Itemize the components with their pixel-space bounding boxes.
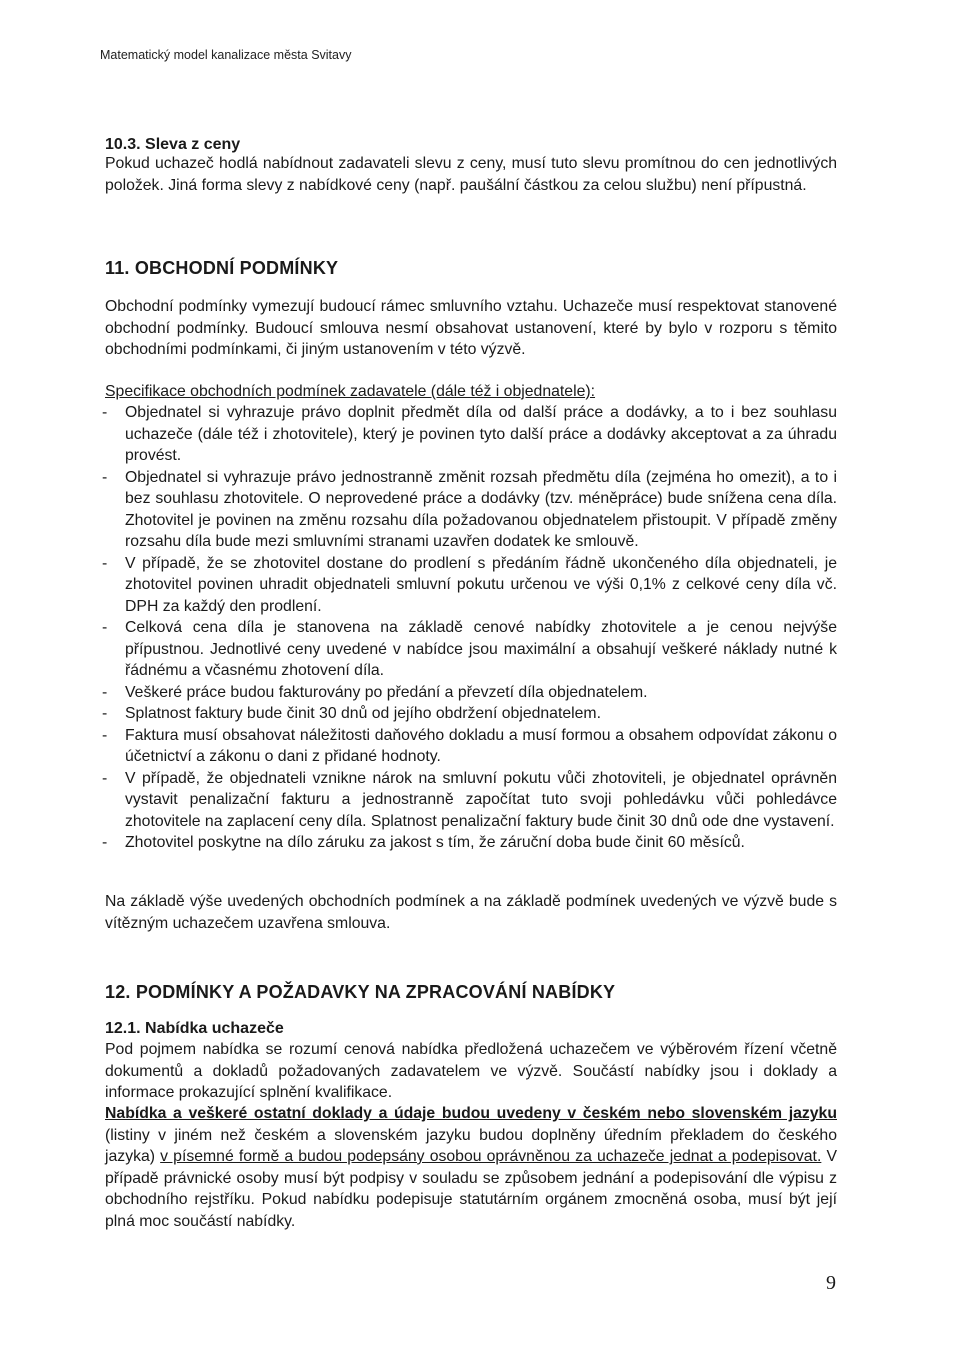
- list-item: - V případě, že objednateli vznikne nárok na smluvní pokutu vůči zhotoviteli, je objednatel oprávněn vystavit penalizační fakturu a jednostranně započítat tuto svoji pohledávku vůči pohledávce zhotovitele na zaplacení ceny díla. Splatnost penalizační faktury bude činit 30 dnů ode dne vystavení.: [102, 769, 837, 830]
- section-11-closing: Na základě výše uvedených obchodních podmínek a na základě podmínek uvedených ve výzvě bude s vítězným uchazečem uzavřena smlouva.: [105, 893, 837, 932]
- section-10-3-heading: 10.3. Sleva z ceny: [105, 136, 241, 153]
- signature-requirement: v písemné formě a budou podepsány osobou oprávněnou za uchazeče jednat a podepisovat.: [160, 1148, 822, 1165]
- list-item: - Veškeré práce budou fakturovány po předání a převzetí díla objednatelem.: [102, 683, 648, 701]
- section-12-1-text: Pod pojmem nabídka se rozumí cenová nabídka předložená uchazečem ve výběrovém řízení včetně dokumentů a dokladů požadovaných zadavatelem ve výzvě. Součástí nabídky jsou i doklady a informace prokazující splnění kvalifikace.: [105, 1041, 837, 1101]
- language-requirement: Nabídka a veškeré ostatní doklady a údaje budou uvedeny v českém nebo slovenském jazyku: [105, 1105, 837, 1122]
- section-12-heading: 12. PODMÍNKY A POŽADAVKY NA ZPRACOVÁNÍ NABÍDKY: [105, 982, 616, 1002]
- list-item: - Splatnost faktury bude činit 30 dnů od jejího obdržení objednatelem.: [102, 705, 601, 722]
- list-item: - Objednatel si vyhrazuje právo jednostranně změnit rozsah předmětu díla (zejména ho omezit), a to i bez souhlasu zhotovitele. O neprovedené práce a dodávky (tzv. méněpráce) bude snížena cena díla. Zhotovitel je povinen na změnu rozsahu díla požadovanou objednatelem přistoupit. V případě změny rozsahu díla bude mezi smluvními stranami uzavřen dodatek ke smlouvě.: [102, 468, 837, 550]
- section-12-1-requirements: Nabídka a veškeré ostatní doklady a údaje budou uvedeny v českém nebo slovenském jazyku (listiny v jiném než českém a slovenském jazyku budou doplněny úředním překladem do českého jazyka) v písemné formě a budou podepsány osobou oprávněnou za uchazeče jednat a podepisovat. V případě právnické osoby musí být podpisy v souladu se způsobem jednání a podepisování dle výpisu z obchodního rejstříku. Pokud nabídku podepisuje statutárním orgánem zmocněná osoba, musí být její plná moc součástí nabídky.: [105, 1105, 837, 1230]
- spec-label: Specifikace obchodních podmínek zadavatele (dále též i objednatele):: [105, 383, 596, 400]
- section-11-intro: Obchodní podmínky vymezují budoucí rámec smluvního vztahu. Uchazeče musí respektovat stanovené obchodní podmínky. Budoucí smlouva nesmí obsahovat ustanovení, které by bylo v rozporu s těmito obchodními podmínkami, či jiným ustanovením v této výzvě.: [105, 298, 837, 358]
- list-item: - V případě, že se zhotovitel dostane do prodlení s předáním řádně ukončeného díla objednateli, je zhotovitel povinen uhradit objednateli smluvní pokutu určenou ve výši 0,1% z celkové ceny díla vč. DPH za každý den prodlení.: [102, 554, 837, 615]
- section-12-1-heading: 12.1. Nabídka uchazeče: [105, 1020, 284, 1037]
- list-item: - Objednatel si vyhrazuje právo doplnit předmět díla od další práce a dodávky, a to i bez souhlasu uchazeče (dále též i zhotovitele), který je povinen tyto další práce a dodávky akceptovat a za úhradu provést.: [102, 404, 837, 464]
- section-10-3-text: Pokud uchazeč hodlá nabídnout zadavateli slevu z ceny, musí tuto slevu promítnou do cen jednotlivých položek. Jiná forma slevy z nabídkové ceny (např. paušální částkou za celou službu) není přípustná.: [105, 155, 837, 194]
- list-item: - Celková cena díla je stanovena na základě cenové nabídky zhotovitele a je cenou nejvýše přípustnou. Jednotlivé ceny uvedené v nabídce jsou maximální a obsahují veškeré náklady nutné k řádnému a včasnému zhotovení díla.: [102, 619, 837, 679]
- running-header: Matematický model kanalizace města Svitavy: [100, 48, 352, 62]
- page-number: 9: [826, 1272, 836, 1294]
- list-item: - Faktura musí obsahovat náležitosti daňového dokladu a musí formou a obsahem odpovídat zákonu o účetnictví a zákonu o dani z přidané hodnoty.: [102, 726, 837, 765]
- section-11-heading: 11. OBCHODNÍ PODMÍNKY: [105, 258, 339, 278]
- conditions-list: [100, 402, 837, 854]
- list-item: - Zhotovitel poskytne na dílo záruku za jakost s tím, že záruční doba bude činit 60 měsíců.: [102, 834, 745, 851]
